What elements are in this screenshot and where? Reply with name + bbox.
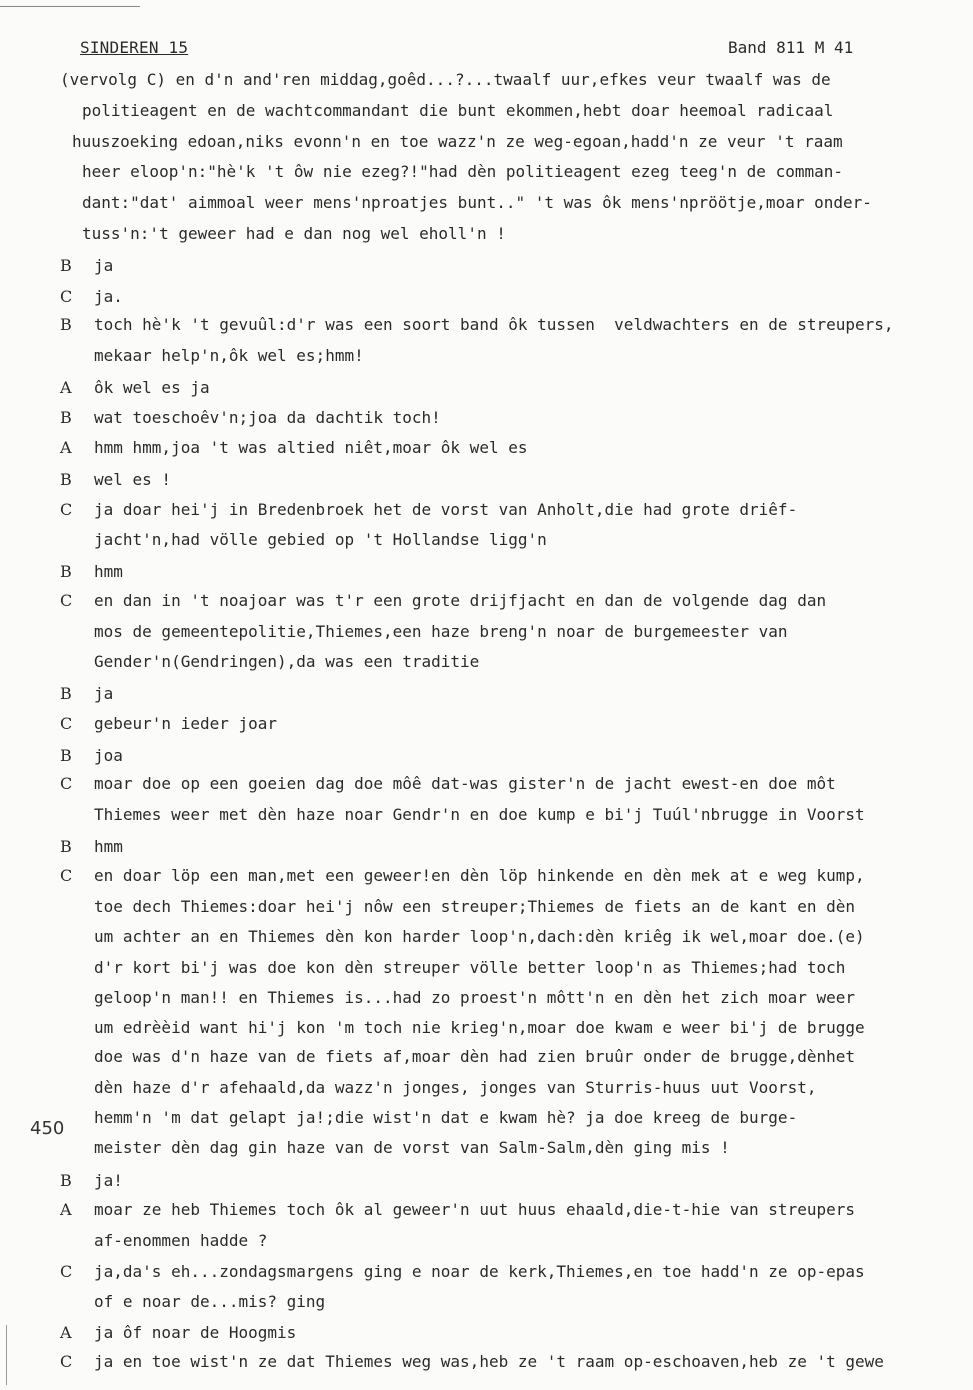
utterance-line: ja ôf noar de Hoogmis [94,1323,297,1342]
margin-page-number: 450 [30,1118,65,1139]
speaker-label: C [60,591,73,610]
utterance-line: gebeur'n ieder joar [94,714,278,733]
speaker-label: B [60,408,72,427]
utterance-line: dèn haze d'r afehaald,da wazz'n jonges, jonges van Sturris-huus uut Voorst, [94,1078,817,1097]
speaker-label: B [60,837,72,856]
speaker-label: A [60,438,72,457]
speaker-label: C [60,866,73,885]
utterance-line: ja doar hei'j in Bredenbroek het de vorst van Anholt,die had grote driêf- [94,500,798,519]
speaker-label: C [60,714,73,733]
speaker-label: C [60,1352,73,1371]
utterance-line: Thiemes weer met dèn haze noar Gendr'n en doe kump e bi'j Tuúl'nbrugge in Voorst [94,805,865,824]
utterance-line: of e noar de...mis? ging [94,1292,326,1311]
speaker-label: B [60,315,72,334]
utterance-line: mekaar help'n,ôk wel es;hmm! [94,346,364,365]
speaker-label: A [60,378,72,397]
left-margin-rule [6,1325,7,1385]
speaker-label: A [60,1200,72,1219]
speaker-label: A [60,1323,72,1342]
utterance-line: hmm [94,837,123,856]
speaker-label: C [60,1262,73,1281]
utterance-line: moar doe op een goeien dag doe môê dat-was gister'n de jacht ewest-en doe môt [94,774,836,793]
intro-line: dant:"dat' aimmoal weer mens'nproatjes bunt.." 't was ôk mens'npröötje,moar onder- [82,193,872,212]
utterance-line: joa [94,746,123,765]
utterance-line: ja [94,684,114,703]
intro-line: politieagent en de wachtcommandant die bunt ekommen,hebt doar heemoal radicaal [82,101,834,120]
speaker-label: C [60,500,73,519]
speaker-label: B [60,684,72,703]
speaker-label: B [60,562,72,581]
speaker-label: B [60,746,72,765]
speaker-label: C [60,287,73,306]
intro-line: (vervolg C) en d'n and'ren middag,goêd...?...twaalf uur,efkes veur twaalf was de [60,70,831,89]
utterance-line: Gender'n(Gendringen),da was een traditie [94,652,480,671]
utterance-line: ja! [94,1171,123,1190]
utterance-line: ja en toe wist'n ze dat Thiemes weg was,heb ze 't raam op-eschoaven,heb ze 't gewe [94,1352,884,1371]
utterance-line: en doar löp een man,met een geweer!en dèn löp hinkende en dèn mek at e weg kump, [94,866,865,885]
utterance-line: ja,da's eh...zondagsmargens ging e noar de kerk,Thiemes,en toe hadd'n ze op-epas [94,1262,865,1281]
utterance-line: ôk wel es ja [94,378,210,397]
utterance-line: jacht'n,had völle gebied op 't Hollandse ligg'n [94,530,547,549]
utterance-line: ja. [94,287,123,306]
utterance-line: doe was d'n haze van de fiets af,moar dèn had zien bruûr onder de brugge,dènhet [94,1047,855,1066]
utterance-line: um edrèèid want hi'j kon 'm toch nie krieg'n,moar doe kwam e weer bi'j de brugge [94,1018,865,1037]
utterance-line: um achter an en Thiemes dèn kon harder loop'n,dach:dèn kriêg ik wel,moar doe.(e) [94,927,865,946]
speaker-label: B [60,1171,72,1190]
utterance-line: d'r kort bi'j was doe kon dèn streuper völle better loop'n as Thiemes;had toch [94,958,846,977]
utterance-line: wat toeschoêv'n;joa da dachtik toch! [94,408,441,427]
page-title: SINDEREN 15 [80,38,189,57]
speaker-label: B [60,470,72,489]
top-rule [0,6,140,7]
utterance-line: en dan in 't noajoar was t'r een grote drijfjacht en dan de volgende dag dan [94,591,827,610]
utterance-line: ja [94,256,114,275]
utterance-line: moar ze heb Thiemes toch ôk al geweer'n uut huus ehaald,die-t-hie van streupers [94,1200,855,1219]
utterance-line: toch hè'k 't gevuûl:d'r was een soort band ôk tussen veldwachters en de streupers, [94,315,894,334]
utterance-line: geloop'n man!! en Thiemes is...had zo proest'n môtt'n en dèn het zich moar weer [94,988,855,1007]
intro-line: tuss'n:'t geweer had e dan nog wel eholl'n ! [82,224,506,243]
band-reference: Band 811 M 41 [728,38,854,57]
utterance-line: af-enommen hadde ? [94,1231,268,1250]
intro-line: huuszoeking edoan,niks evonn'n en toe wazz'n ze weg-egoan,hadd'n ze veur 't raam [72,132,843,151]
intro-line: heer eloop'n:"hè'k 't ôw nie ezeg?!"had dèn politieagent ezeg teeg'n de comman- [82,162,843,181]
utterance-line: mos de gemeentepolitie,Thiemes,een haze breng'n noar de burgemeester van [94,622,788,641]
utterance-line: hmm hmm,joa 't was altied niêt,moar ôk wel es [94,438,528,457]
utterance-line: hemm'n 'm dat gelapt ja!;die wist'n dat e kwam hè? ja doe kreeg de burge- [94,1108,798,1127]
utterance-line: meister dèn dag gin haze van de vorst van Salm-Salm,dèn ging mis ! [94,1138,730,1157]
utterance-line: hmm [94,562,123,581]
speaker-label: B [60,256,72,275]
utterance-line: wel es ! [94,470,172,489]
utterance-line: toe dech Thiemes:doar hei'j nôw een streuper;Thiemes de fiets an de kant en dèn [94,897,855,916]
speaker-label: C [60,774,73,793]
